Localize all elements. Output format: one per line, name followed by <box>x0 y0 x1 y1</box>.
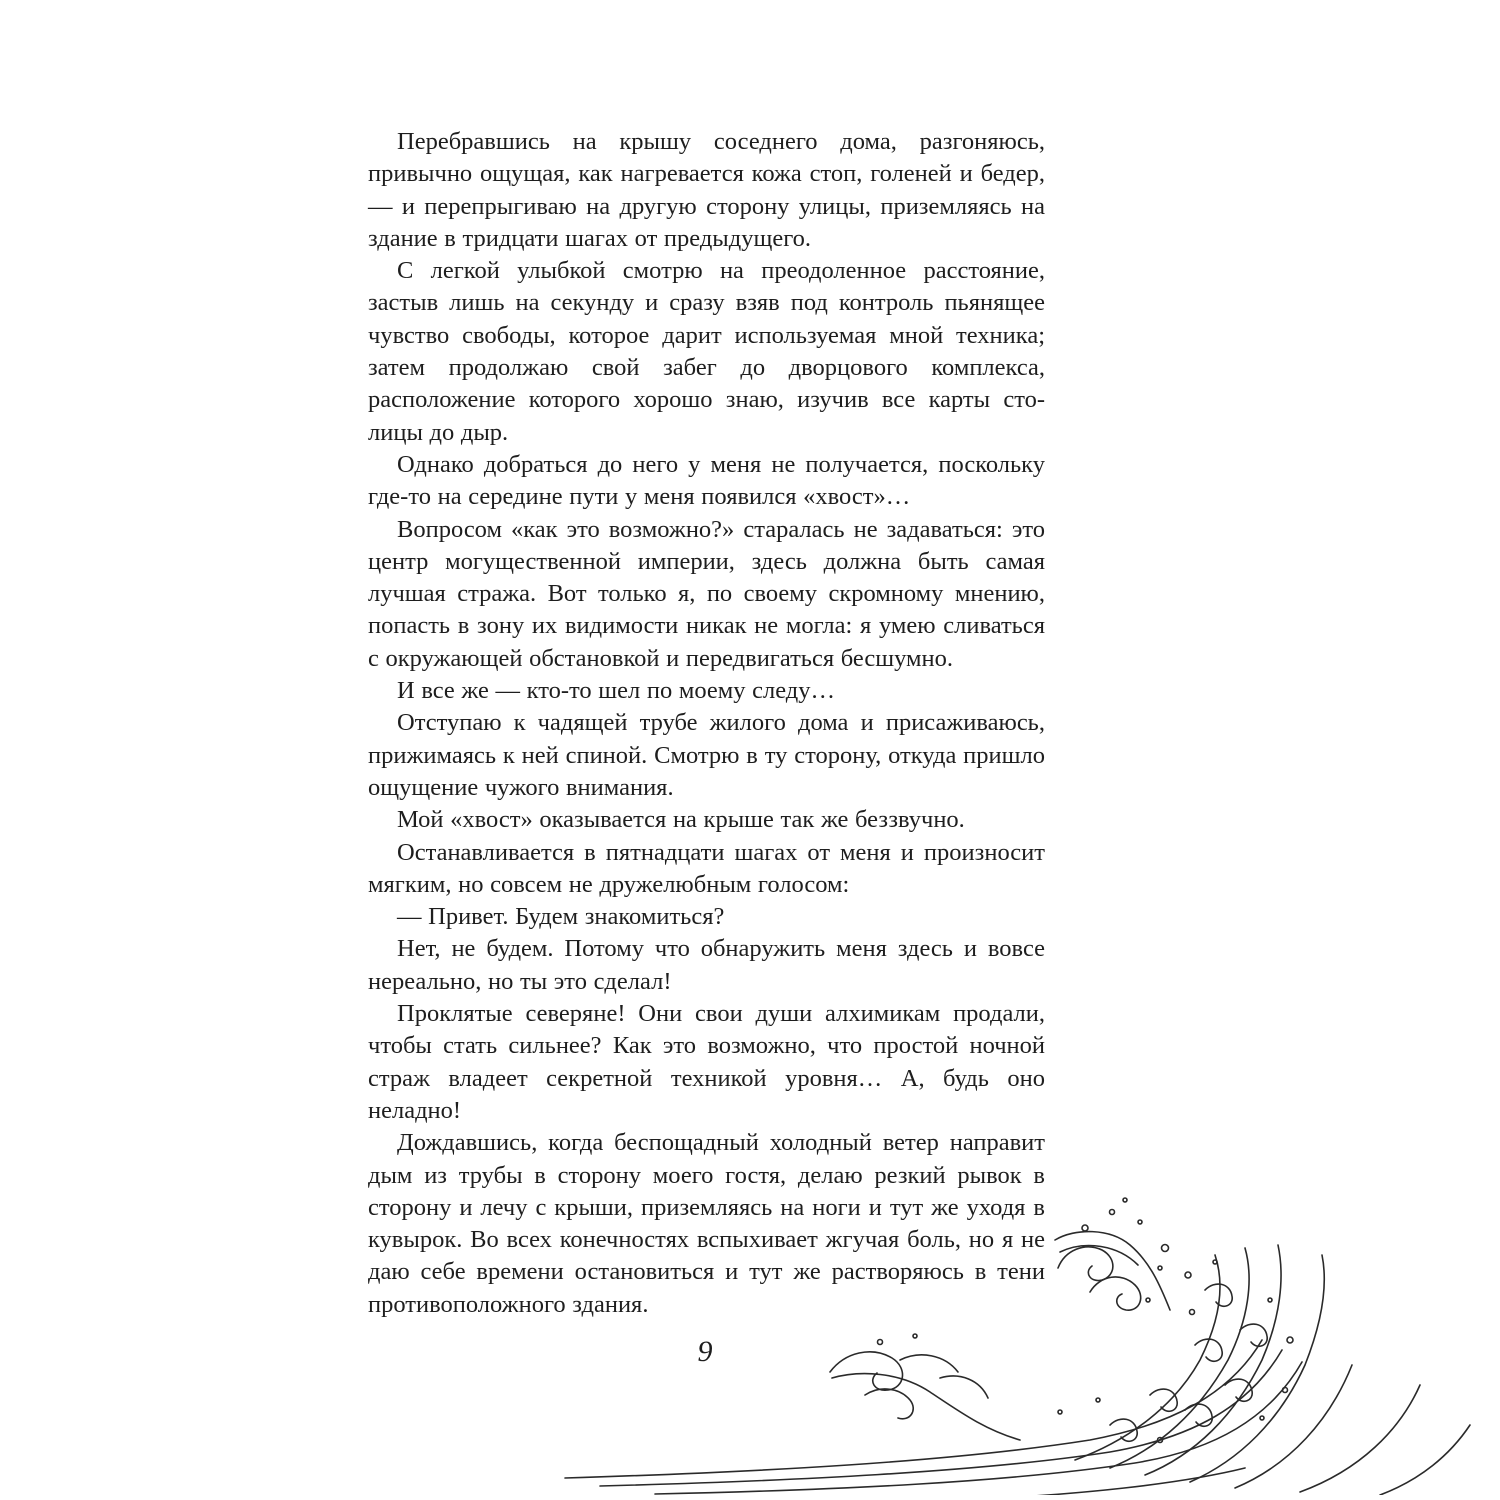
paragraph: Проклятые северяне! Они свои души алхимикам продали, чтобы стать сильнее? Как это возможно, что простой ночной страж владеет секретной техникой уровня… А, будь оно неладно! <box>368 1000 1045 1124</box>
body-text <box>368 126 1045 1321</box>
paragraph: Нет, не будем. Потому что обнаружить меня здесь и вовсе нереально, но ты это сделал! <box>368 935 1045 995</box>
paragraph: Мой «хвост» оказывается на крыше так же беззвучно. <box>397 806 965 834</box>
wave-ornament-icon <box>560 1150 1500 1495</box>
paragraph: Однако добраться до него у меня не получается, поскольку где-то на середине пути у меня появился «хвост»… <box>368 450 1045 511</box>
paragraph: Вопросом «как это возможно?» старалась не задаваться: это центр могущественной империи, здесь должна быть самая лучшая стража. Вот только я, по своему скромному мнению, попасть в зону их видимости никак не могла: я умею сливаться с окружающей обстановкой и передвигаться бесшумно. <box>368 515 1045 672</box>
paragraph: — Привет. Будем знакомиться? <box>397 903 725 931</box>
page-number: 9 <box>697 1335 713 1368</box>
paragraph: Дождавшись, когда беспощадный холодный ветер направит дым из трубы в сторону моего гостя, делаю резкий рывок в сторону и лечу с крыши, приземляясь на ноги и тут же уходя в кувырок. Во всех конечностях вспыхивает жгучая боль, но я не даю себе времени остановиться и тут же растворяюсь в тени противоположного здания. <box>368 1129 1045 1318</box>
paragraph: Останавливается в пятнадцати шагах от меня и произносит мягким, но совсем не дружелюбным голосом: <box>368 838 1045 898</box>
paragraph: И все же — кто-то шел по моему следу… <box>397 677 836 705</box>
paragraph: Отступаю к чадящей трубе жилого дома и присаживаюсь, прижимаясь к ней спиной. Смотрю в ту сторону, откуда пришло ощущение чужого внимания. <box>368 709 1045 801</box>
paragraph: Перебравшись на крышу соседнего дома, разгоняюсь, привычно ощущая, как нагревается кожа стоп, голеней и бедер, — и перепрыгиваю на другую сторону улицы, приземляясь на здание в тридцати шагах от предыдущего. <box>368 128 1045 252</box>
paragraph: С легкой улыбкой смотрю на преодоленное расстояние, застыв лишь на секунду и сразу взяв под контроль пьянящее чувство свободы, которое дарит используемая мной техника; затем продолжаю свой забег до дворцового комплекса, расположение которого хорошо знаю, изучив все карты столицы до дыр. <box>368 257 1045 446</box>
